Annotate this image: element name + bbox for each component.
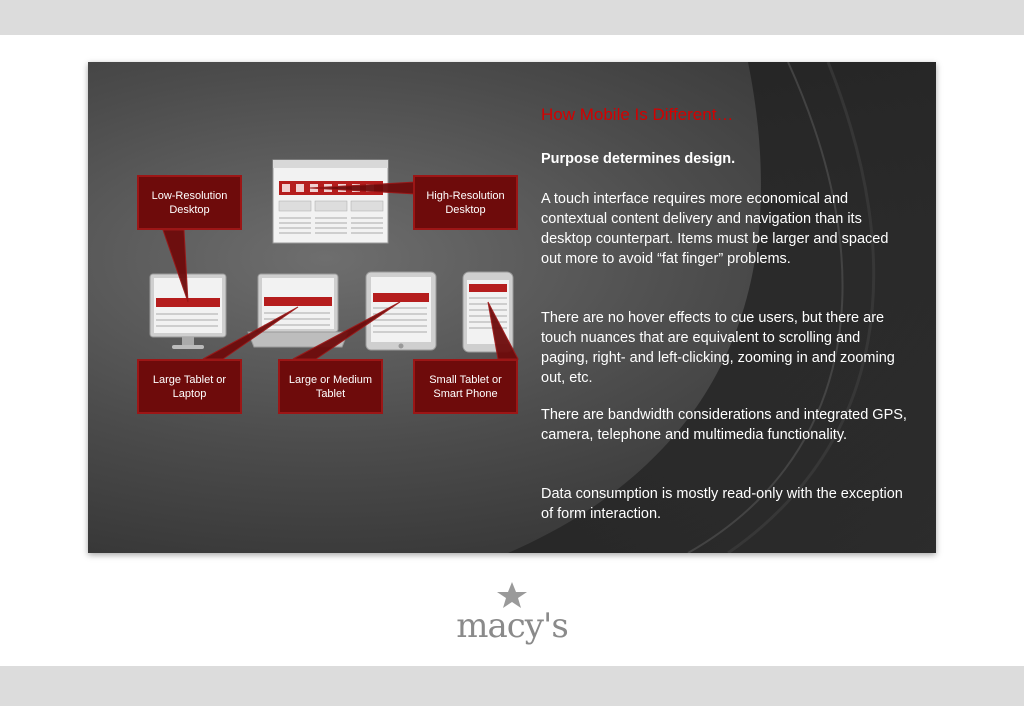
paragraph-hover-effects: There are no hover effects to cue users, but there are touch nuances that are equivalent to scrolling and paging, right- and left-clicking, zooming in and zooming out, etc. bbox=[541, 310, 895, 386]
bottom-band bbox=[0, 666, 1024, 706]
laptop-icon bbox=[248, 274, 348, 347]
callout-large-or-medium-tablet: Large or Medium Tablet bbox=[278, 359, 383, 414]
top-band bbox=[0, 0, 1024, 35]
macys-logo bbox=[456, 580, 568, 646]
desktop-monitor-icon bbox=[273, 160, 388, 243]
paragraph-bandwidth: There are bandwidth considerations and integrated GPS, camera, telephone and multimedia functionality. bbox=[541, 407, 907, 443]
slide-title: How Mobile Is Different… bbox=[541, 105, 734, 124]
callout-small-tablet-or-smart-phone: Small Tablet or Smart Phone bbox=[413, 359, 518, 414]
slide bbox=[88, 62, 936, 553]
logo-wordmark: macy's bbox=[456, 606, 568, 646]
callout-large-tablet-or-laptop: Large Tablet or Laptop bbox=[137, 359, 242, 414]
tablet-icon bbox=[366, 272, 436, 350]
paragraph-data-consumption: Data consumption is mostly read-only with the exception of form interaction. bbox=[541, 486, 903, 522]
slide-subtitle: Purpose determines design. bbox=[541, 151, 736, 167]
callout-high-resolution-desktop: High-Resolution Desktop bbox=[413, 175, 518, 230]
desktop-monitor-icon bbox=[150, 274, 226, 349]
paragraph-touch-interface: A touch interface requires more economical and contextual content delivery and navigation than its desktop counterpart. Items must be larger and spaced out more to avoid “fat finger” problems. bbox=[541, 191, 889, 267]
callout-low-resolution-desktop: Low-Resolution Desktop bbox=[137, 175, 242, 230]
